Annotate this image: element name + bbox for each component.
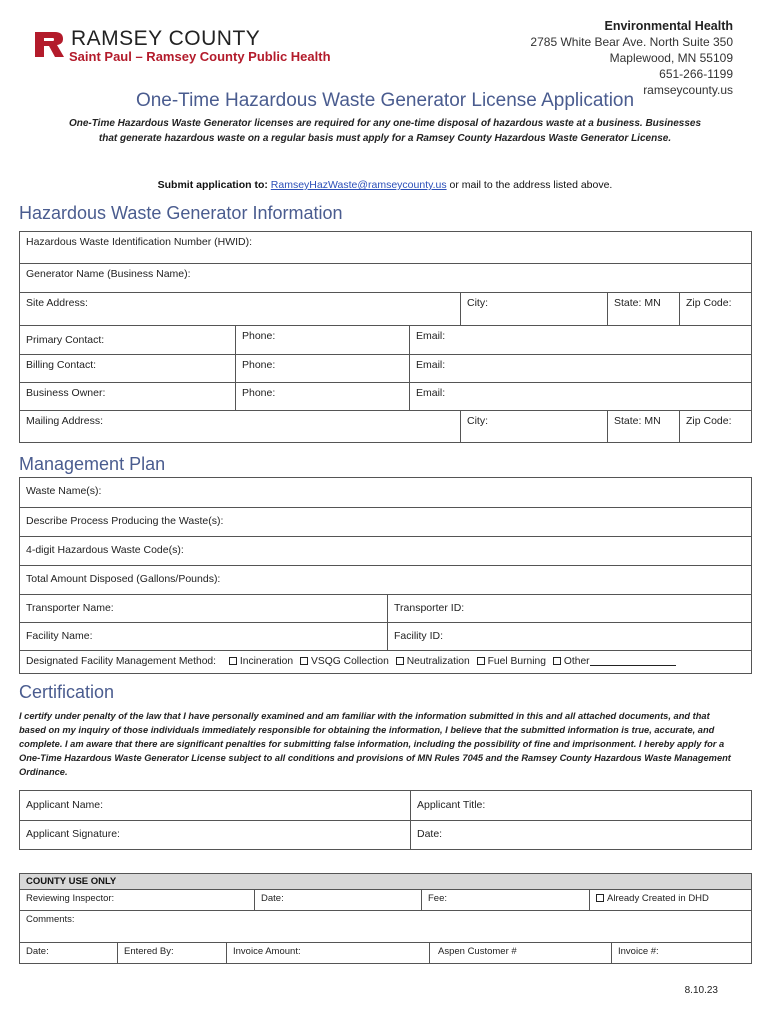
mailing-zip-field[interactable]: Zip Code: — [679, 411, 751, 442]
department-phone: 651-266-1199 — [659, 67, 733, 81]
billing-phone-field[interactable]: Phone: — [235, 355, 409, 382]
review-date-field[interactable]: Date: — [254, 890, 421, 910]
form-title: One-Time Hazardous Waste Generator License Application — [135, 90, 635, 111]
billing-contact-field[interactable]: Billing Contact: — [26, 359, 97, 371]
submit-suffix: or mail to the address listed above. — [446, 179, 613, 191]
total-amount-field[interactable]: Total Amount Disposed (Gallons/Pounds): — [26, 573, 221, 585]
process-description-field[interactable]: Describe Process Producing the Waste(s): — [26, 515, 224, 527]
site-zip-field[interactable]: Zip Code: — [679, 293, 751, 325]
certification-section-title: Certification — [19, 682, 115, 702]
owner-phone-field[interactable]: Phone: — [235, 383, 409, 410]
logo-subtitle: Saint Paul – Ramsey County Public Health — [69, 49, 331, 64]
generator-info-table — [19, 231, 752, 443]
management-method-label: Designated Facility Management Method: — [26, 656, 217, 667]
applicant-signature-field[interactable]: Applicant Signature: — [26, 828, 120, 840]
letterhead — [0, 0, 770, 95]
billing-email-field[interactable]: Email: — [409, 355, 751, 382]
submit-email-link[interactable]: RamseyHazWaste@ramseycounty.us — [270, 179, 447, 191]
submit-label: Submit application to: — [157, 179, 268, 191]
invoice-number-field[interactable]: Invoice #: — [611, 943, 751, 963]
management-plan-table — [19, 477, 752, 674]
certification-statement: I certify under penalty of the law that I have personally examined and am familiar with the information submitted in this and all attached documents, and that based on my inquiry of those individuals immediately responsible for obtaining the information, I believe that the submitted information is true, accurate, and complete. I am aware that there are significant penalties for submitting false information, including the possibility of fine and imprisonment. I hereby apply for a One-Time Hazardous Waste Generator License subject to all conditions and provisions of MN Rules 7045 and the Ramsey County Hazardous Waste Management Ordinance. — [19, 711, 731, 777]
site-city-field[interactable]: City: — [460, 293, 607, 325]
mailing-city-field[interactable]: City: — [460, 411, 607, 442]
neutralization-checkbox[interactable] — [396, 657, 404, 665]
signature-date-field[interactable]: Date: — [410, 821, 751, 849]
certification-table — [19, 790, 752, 850]
fee-field[interactable]: Fee: — [421, 890, 589, 910]
address-line-2: Maplewood, MN 55109 — [609, 51, 733, 65]
transporter-id-field[interactable]: Transporter ID: — [387, 595, 751, 622]
waste-names-field[interactable]: Waste Name(s): — [26, 485, 102, 497]
already-created-cell — [589, 890, 751, 910]
logo-county-name: RAMSEY COUNTY — [71, 27, 261, 50]
entry-date-field[interactable]: Date: — [26, 946, 49, 957]
department-name: Environmental Health — [604, 19, 733, 33]
other-checkbox[interactable] — [553, 657, 561, 665]
other-fill-line[interactable] — [590, 656, 676, 666]
primary-phone-field[interactable]: Phone: — [235, 326, 409, 354]
other-label: Other — [563, 656, 590, 667]
invoice-amount-field[interactable]: Invoice Amount: — [226, 943, 429, 963]
neutralization-label: Neutralization — [406, 656, 470, 667]
county-use-only-table — [19, 873, 752, 964]
fuel-burning-label: Fuel Burning — [487, 656, 546, 667]
management-section-title: Management Plan — [19, 454, 166, 474]
form-version: 8.10.23 — [684, 985, 718, 996]
facility-id-field[interactable]: Facility ID: — [387, 623, 751, 650]
generator-section-title: Hazardous Waste Generator Information — [19, 203, 343, 223]
address-line-1: 2785 White Bear Ave. North Suite 350 — [530, 35, 733, 49]
facility-name-field[interactable]: Facility Name: — [26, 630, 93, 642]
vsqg-collection-label: VSQG Collection — [311, 656, 389, 667]
management-method-row — [20, 651, 751, 673]
incineration-label: Incineration — [239, 656, 294, 667]
already-created-label: Already Created in DHD — [607, 893, 709, 904]
waste-codes-field[interactable]: 4-digit Hazardous Waste Code(s): — [26, 544, 184, 556]
county-use-heading: COUNTY USE ONLY — [20, 874, 751, 890]
mailing-address-field[interactable]: Mailing Address: — [26, 415, 104, 427]
ramsey-county-logo-icon — [33, 30, 67, 60]
transporter-name-field[interactable]: Transporter Name: — [26, 602, 114, 614]
already-created-checkbox[interactable] — [596, 894, 604, 902]
mailing-state-field[interactable]: State: MN — [607, 411, 679, 442]
submit-instructions — [0, 179, 770, 191]
primary-email-field[interactable]: Email: — [409, 326, 751, 354]
owner-email-field[interactable]: Email: — [409, 383, 751, 410]
hwid-field[interactable]: Hazardous Waste Identification Number (HWID): — [26, 236, 253, 248]
department-address — [530, 18, 733, 98]
vsqg-collection-checkbox[interactable] — [300, 657, 308, 665]
aspen-customer-field[interactable]: Aspen Customer # — [429, 943, 611, 963]
applicant-title-field[interactable]: Applicant Title: — [410, 791, 751, 820]
site-address-field[interactable]: Site Address: — [26, 297, 88, 309]
intro-text: One-Time Hazardous Waste Generator licenses are required for any one-time disposal of hazardous waste at a business. Businesses that generate hazardous waste on a regular basis must apply for a Ramsey County Hazardous Waste Generator License. — [68, 118, 702, 144]
applicant-name-field[interactable]: Applicant Name: — [26, 799, 104, 811]
business-owner-field[interactable]: Business Owner: — [26, 387, 106, 399]
primary-contact-field[interactable]: Primary Contact: — [26, 334, 105, 346]
site-state-field[interactable]: State: MN — [607, 293, 679, 325]
entered-by-field[interactable]: Entered By: — [117, 943, 226, 963]
reviewing-inspector-field[interactable]: Reviewing Inspector: — [26, 893, 115, 904]
incineration-checkbox[interactable] — [229, 657, 237, 665]
department-website: ramseycounty.us — [643, 83, 733, 97]
comments-field[interactable]: Comments: — [26, 914, 75, 925]
fuel-burning-checkbox[interactable] — [477, 657, 485, 665]
generator-name-field[interactable]: Generator Name (Business Name): — [26, 268, 191, 280]
